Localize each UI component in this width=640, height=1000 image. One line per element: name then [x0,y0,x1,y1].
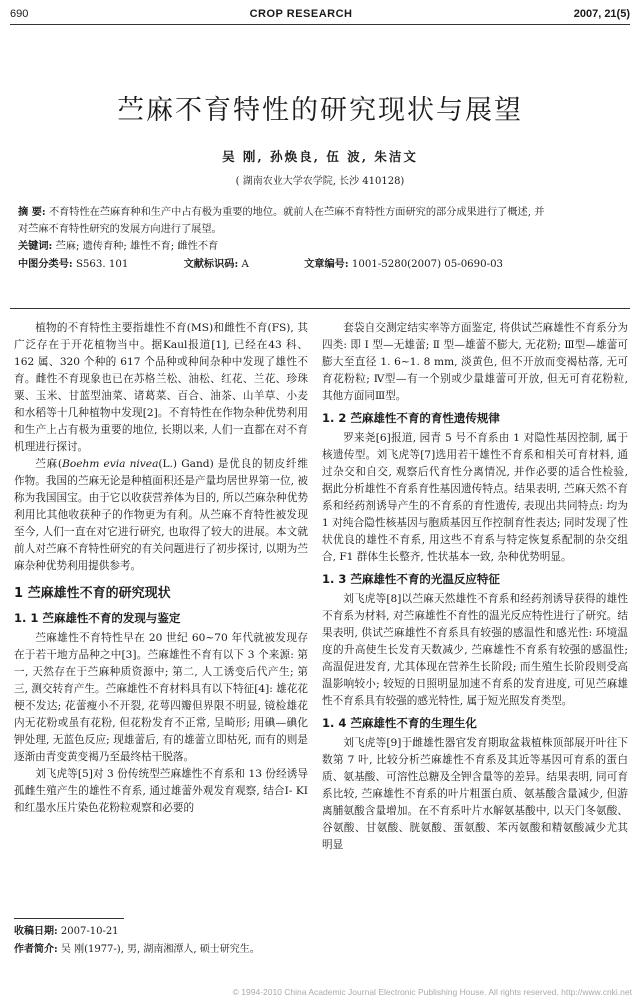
received-date: 2007-10-21 [60,926,119,937]
author-bio-label: 作者简介: [14,944,58,955]
article-no-value: 1001-5280(2007) 05-0690-03 [351,258,504,270]
footnote [14,918,308,959]
received-date-line [14,923,308,941]
author-list: 吴 刚, 孙焕良, 伍 波, 朱洁文 [222,149,418,164]
watermark: © 1994-2010 China Academic Journal Electronic Publishing House. All rights reserved. http://www.cnki.net [232,987,632,997]
running-header [10,6,630,22]
paragraph: 苎麻雄性不育特性早在 20 世纪 60~70 年代就被发现存在于若干地方品种之中[3]。苎麻雄性不育有以下 3 个来源: 第一, 天然存在于苎麻种质资源中; 第二, 人工诱变后代产生; 第三, 测交转育产生。苎麻雄性不育材料具有以下特征[4]: 雄花花梗不发达; 花蕾瘦小不开裂, 花萼四瓣但界限不明显, 镜检雄花内无花粉或虽有花粉, 但花粉发育不正常, 呈畸形; 用碘—碘化钾处理, 无蓝色反应; 现雄蕾后, 有的雄蕾立即枯死, 而有的则是逐渐由青变黄变褐乃至最终枯干脱落。 [14,632,308,763]
abstract-block [18,204,626,273]
abstract-label: 摘 要: [18,206,46,218]
article-no-label: 文章编号: [304,257,349,270]
doc-code-label: 文献标识码: [183,257,239,270]
author-bio: 吴 刚(1977-), 男, 湖南湘潭人, 硕士研究生。 [60,944,260,955]
section-heading-1: 1 苎麻雄性不育的研究现状 [14,586,171,601]
journal-name: CROP RESEARCH [249,8,353,20]
subsection-heading-1-2: 1. 2 苎麻雄性不育的育性遗传规律 [322,411,500,425]
paragraph [14,456,308,575]
received-label: 收稿日期: [14,926,58,937]
abstract-rule [10,308,630,309]
clc-label: 中图分类号: [18,257,73,270]
abstract-text-1: 不育特性在苎麻育种和生产中占有极为重要的地位。就前人在苎麻不育特性方面研究的部分成果进行了概述, 并 [48,207,545,218]
species-name: Boehm evia nivea [62,458,159,470]
classification-line [18,256,626,274]
paragraph: 刘飞虎等[8]以苎麻天然雄性不育系和经药剂诱导获得的雄性不育系为材料, 对苎麻雄性不育性的温光反应特性进行了研究。结果表明, 供试苎麻雄性不育系具有较强的感温性和感光性: 环境温度的升高使生长发育天数减少, 苎麻雄性不育系有较强的感温性; 高温促进发育, 尤其体现在营养生长阶段; 而生殖生长阶段则受高温影响较小; 较短的日照明显加速不育系的发育进度, 可见苎麻雄性不育系具有较强的感光特性, 属于短光照发育类型。 [322,593,628,707]
keywords-label: 关键词: [18,240,53,252]
paragraph: 刘飞虎等[9]于雌雄性器官发育期取盆栽植株顶部展开叶往下数第 7 叶, 比较分析苎麻雄性不育系及其近等基因可育系的蛋白质、氨基酸、可溶性总糖及全钾含量等的差异。结果表明, 同可育系比较, 苎麻雄性不育系的叶片粗蛋白质、氨基酸含量减少, 但游离脯氨酸含量增加。在不育系叶片水解氨基酸中, 以天门冬氨酸、谷氨酸、甘氨酸、胱氨酸、蛋氨酸、苯丙氨酸和精氨酸减少尤其明显 [322,737,628,851]
volume-info: 2007, 21(5) [573,8,630,20]
paragraph: 刘飞虎等[5]对 3 份传统型苎麻雄性不育系和 13 份经诱导孤雌生殖产生的雄性不育系, 通过雄蕾外观发育观察, 结合I- KI和红墨水压片染色花粉粒观察和必要的 [14,768,308,814]
abstract-line-2 [18,222,626,239]
page-number: 690 [10,8,29,20]
subsection-heading-1-1: 1. 1 苎麻雄性不育的发现与鉴定 [14,611,181,625]
paragraph: 套袋自交测定结实率等方面鉴定, 将供试苎麻雄性不育系分为四类: 即 Ⅰ 型—无雄蕾; Ⅱ 型—雄蕾不膨大, 无花粉; Ⅲ型—雄蕾可膨大至直径 1. 6~1. 8 mm, 淡黄色, 但不开放而变褐枯落, 无可育花粉粒; Ⅳ型—有一个别或少量雄蕾可开放, 但无可育花粉粒, 其他方面同Ⅲ型。 [322,322,628,402]
paragraph: 植物的不育特性主要指雄性不育(MS)和雌性不育(FS), 其广泛存在于开花植物当中。据Kaul报道[1], 已经在43 科、162 属、320 个种的 617 个品种或种间杂种中发现了雄性不育。雌性不育现象也已在苏格兰松、油松、红花、兰花、珍珠粟、玉米、甘蓝型油菜、诸葛菜、百合、油茶、山羊草、小麦和水稻等十几种植物中发现[2]。不育特性在作物杂种优势利用和生产上占有极为重要的地位, 长期以来, 人们一直都在对不育机理进行探讨。 [14,322,308,453]
left-column [14,320,308,817]
paragraph: 罗来尧[6]报道, 园青 5 号不育系由 1 对隐性基因控制, 属于核遗传型。刘飞虎等[7]选用若干雄性不育系和相关可育材料, 通过杂交和自交, 观察后代育性分离情况, 并作必要的适合性检验, 据此分析雄性不育系育性基因遗传特点。结果表明, 苎麻天然不育系和经药剂诱导产生的不育系的育性遗传, 表现出共同特点: 均为 1 对纯合隐性核基因与胞质基因互作控制育性表达; 同时发现了性状优良的雄性不育系, 用这些不育系与特定恢复系配制的杂交组合, F1 群体生长整齐, 性状基本一致, 杂种优势明显。 [322,432,628,563]
text-span: (L.) Gand) 是优良的韧皮纤维作物。我国的苎麻无论是种植面积还是产量均居世界第一位, 被称为我国国宝。由于它以收获营养体为目的, 所以苎麻杂种优势利用比其他收获种子的作物更为有利。从苎麻不育特性被发现至今, 人们一直在对它进行研究, 也取得了较大的进展。本文就前人对苎麻不育特性研究的有关问题进行了初步探讨, 以期为苎麻杂种优势利用提供参考。 [14,458,309,572]
text-span: 苎麻( [35,458,63,470]
abstract-line-1 [18,204,626,222]
subsection-heading-1-4: 1. 4 苎麻雄性不育的生理生化 [322,716,477,730]
keywords: 苎麻; 遗传育种; 雄性不育; 雌性不育 [55,241,219,252]
right-column [322,320,628,854]
subsection-heading-1-3: 1. 3 苎麻雄性不育的光温反应特征 [322,572,500,586]
paper-title: 苎麻不育特性的研究现状与展望 [117,95,523,126]
clc-value: S563. 101 [75,258,129,270]
author-bio-line [14,941,308,959]
abstract-text-2: 对苎麻不育特性研究的发展方向进行了展望。 [18,223,222,235]
footnote-rule [14,918,124,919]
doc-code-value: A [241,258,249,270]
header-rule [10,24,630,25]
affiliation: ( 湖南农业大学农学院, 长沙 410128) [235,176,405,187]
keywords-line [18,238,626,256]
